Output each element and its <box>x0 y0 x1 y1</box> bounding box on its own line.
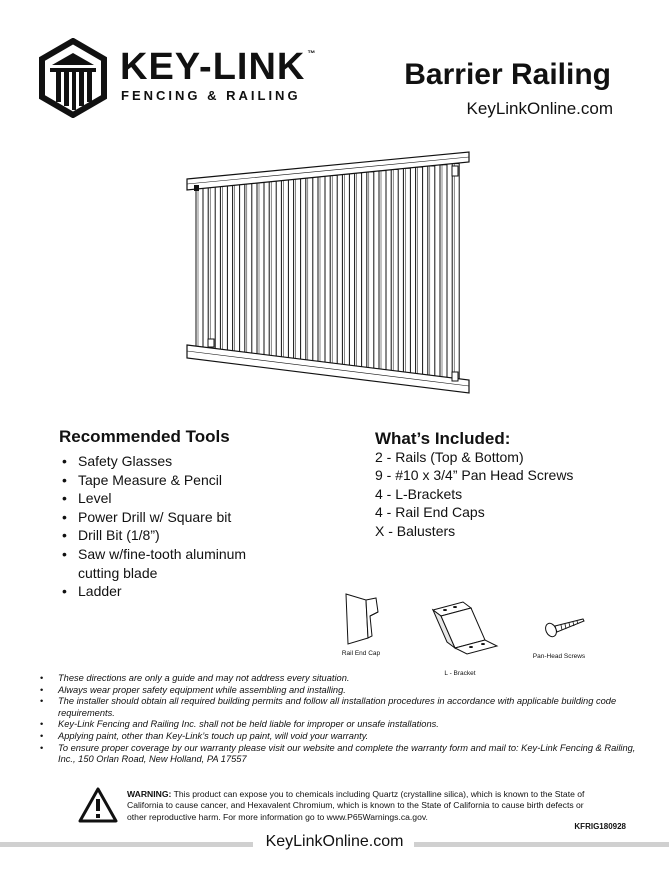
baluster <box>318 176 325 362</box>
brand-logo-icon <box>38 38 108 118</box>
l-bracket-icon <box>425 600 500 658</box>
tool-item: • Level <box>60 489 246 508</box>
tool-item-continuation: cutting blade <box>78 564 158 581</box>
included-item: X - Balusters <box>375 522 456 539</box>
baluster <box>428 166 435 376</box>
baluster <box>233 185 240 352</box>
baluster <box>416 167 423 374</box>
baluster <box>440 165 447 378</box>
barrier-railing-panel-illustration <box>184 148 474 398</box>
pan-head-screw-icon <box>543 615 588 640</box>
baluster <box>269 181 276 356</box>
note-item: • Always wear proper safety equipment while assembling and installing. <box>40 685 640 697</box>
included-item: 4 - Rail End Caps <box>375 504 485 521</box>
document-code: KFRIG180928 <box>574 822 626 831</box>
warning-text: This product can expose you to chemicals including Quartz (crystalline silica), which is known to the State of California to cause cancer, and Hexavalent Chromium, which is known to the State of California to cause birth defects or other reproductive harm. For more information go to www.P65Warnings.ca.gov. <box>127 789 585 822</box>
footer-website: KeyLinkOnline.com <box>260 833 410 850</box>
brand-trademark: ™ <box>307 49 317 58</box>
note-item: • To ensure proper coverage by our warranty please visit our website and complete the warranty form and mail to: Key-Link Fencing & Railing, Inc., 150 Orlan Road, New Holland, PA 17557 <box>40 743 640 766</box>
note-item: • Key-Link Fencing and Railing Inc. shall not be held liable for improper or unsafe installations. <box>40 719 640 731</box>
part-label-pan-head-screws: Pan-Head Screws <box>532 653 586 660</box>
page-title: Barrier Railing <box>404 58 611 91</box>
baluster <box>330 175 337 363</box>
prop65-warning <box>127 789 605 823</box>
brand-tagline: FENCING & RAILING <box>121 88 301 103</box>
installation-notes <box>40 673 640 766</box>
header-website: KeyLinkOnline.com <box>466 99 613 118</box>
included-item: 9 - #10 x 3/4” Pan Head Screws <box>375 467 574 484</box>
baluster <box>367 172 374 369</box>
baluster <box>208 187 215 349</box>
whats-included-list <box>375 448 573 540</box>
baluster <box>281 180 288 358</box>
recommended-tools-heading: Recommended Tools <box>59 427 230 446</box>
note-item: • These directions are only a guide and may not address every situation. <box>40 673 640 685</box>
baluster <box>452 164 459 379</box>
warning-label: WARNING: <box>127 789 172 799</box>
warning-triangle-icon <box>78 787 118 823</box>
tool-item: • Power Drill w/ Square bit <box>60 508 246 527</box>
baluster <box>391 169 398 371</box>
tool-item: • Saw w/fine-tooth aluminum <box>60 545 246 564</box>
part-label-rail-end-cap: Rail End Cap <box>341 650 381 657</box>
baluster <box>294 179 301 359</box>
baluster <box>196 188 203 347</box>
tool-item: • Ladder <box>60 582 246 601</box>
footer-website-wrap <box>0 833 669 851</box>
included-item: 2 - Rails (Top & Bottom) <box>375 449 524 465</box>
tool-item: • Tape Measure & Pencil <box>60 471 246 490</box>
baluster <box>355 173 362 367</box>
tool-item: • Drill Bit (1/8”) <box>60 526 246 545</box>
baluster <box>306 178 313 361</box>
brand-name: KEY-LINK ™ <box>120 46 317 88</box>
part-label-l-bracket: L - Bracket <box>444 670 476 677</box>
recommended-tools-list <box>60 452 246 601</box>
baluster <box>220 186 227 350</box>
note-item: • Applying paint, other than Key-Link’s touch up paint, will void your warranty. <box>40 731 640 743</box>
baluster <box>379 171 386 370</box>
rail-end-cap-icon <box>340 592 385 647</box>
baluster <box>257 182 264 354</box>
baluster <box>403 168 410 373</box>
whats-included-heading: What’s Included: <box>375 429 511 448</box>
note-item: • The installer should obtain all required building permits and follow all installation procedures in accordance with applicable building code requirements. <box>40 696 640 719</box>
tool-item: • Safety Glasses <box>60 452 246 471</box>
baluster <box>342 174 349 365</box>
included-item: 4 - L-Brackets <box>375 485 463 502</box>
baluster <box>245 183 252 353</box>
